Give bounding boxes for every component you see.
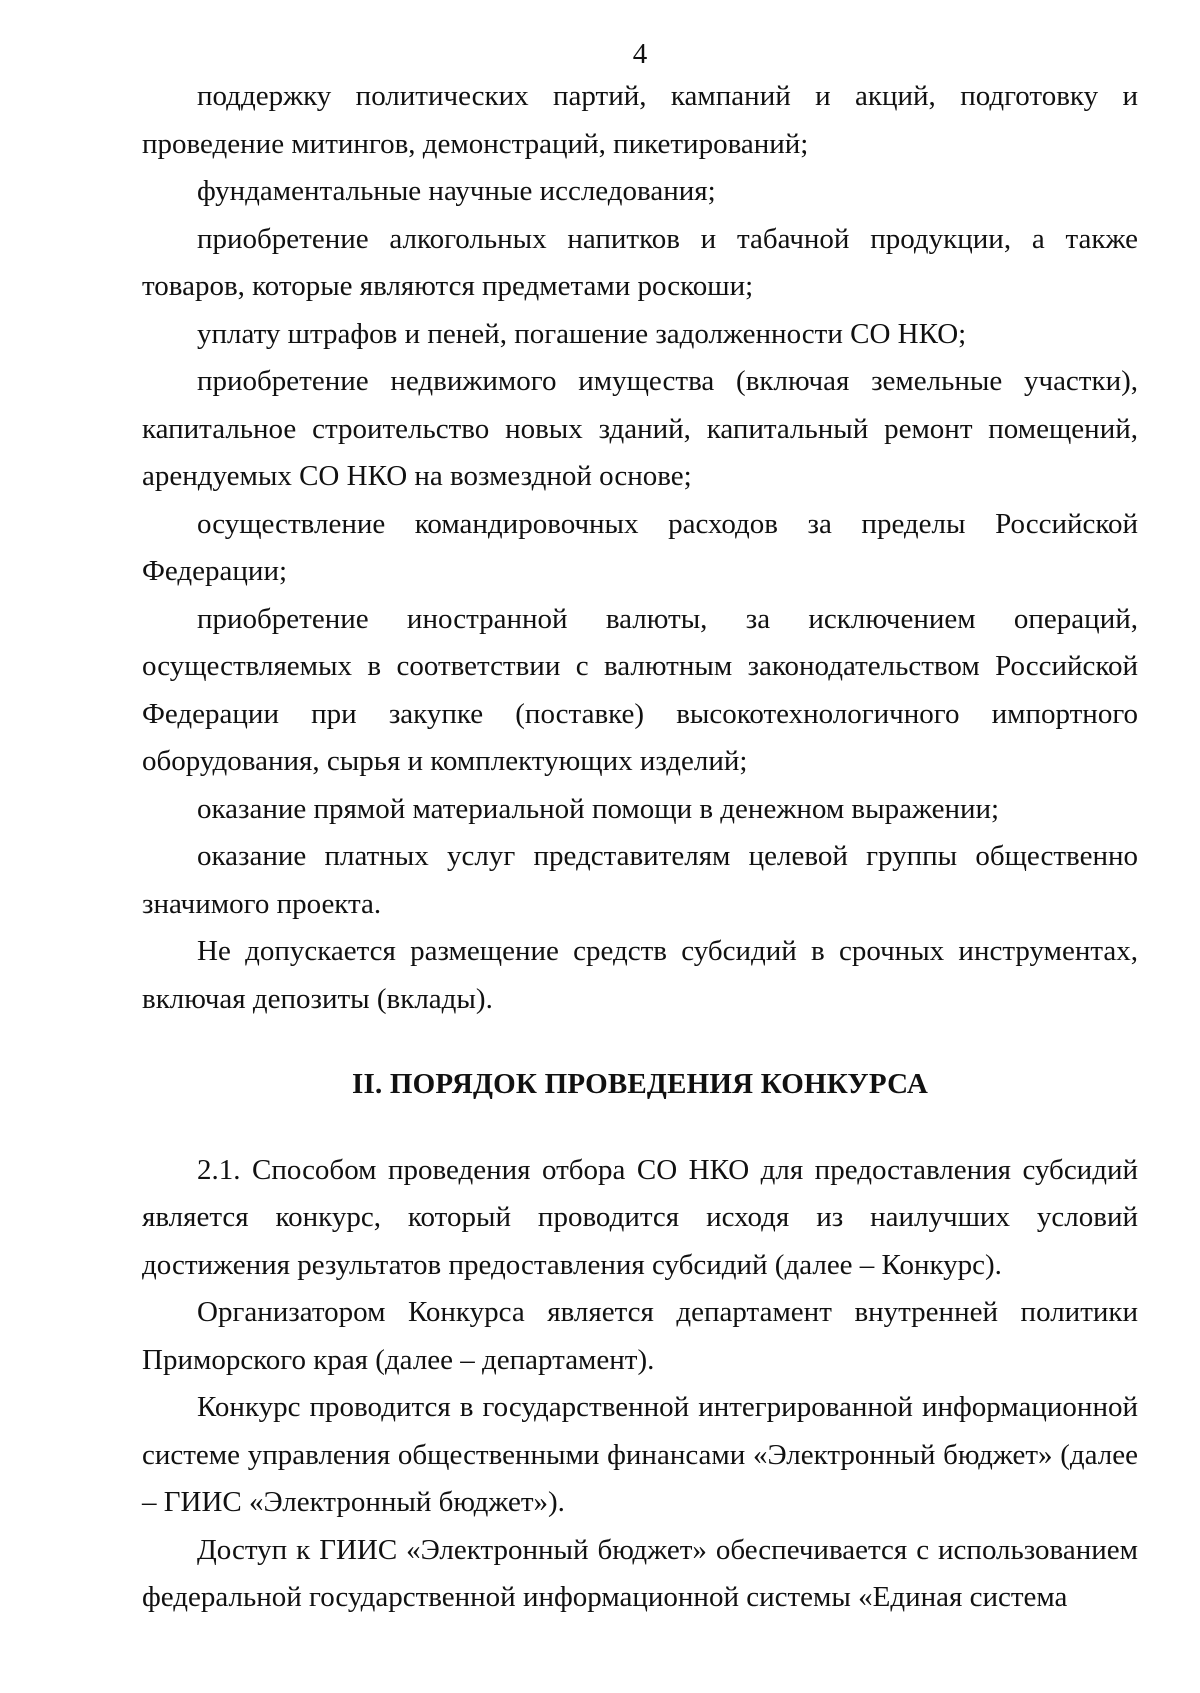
paragraph: 2.1. Способом проведения отбора СО НКО для предоставления субсидий является конкурс, который проводится исходя из наилучших условий достижения результатов предоставления субсидий (далее – Конкурс). xyxy=(142,1153,1138,1281)
paragraph: фундаментальные научные исследования; xyxy=(197,175,716,207)
paragraph: осуществление командировочных расходов за пределы Российской Федерации; xyxy=(142,507,1138,587)
paragraph: Не допускается размещение средств субсидий в срочных инструментах, включая депозиты (вклады). xyxy=(142,935,1138,1015)
document-page xyxy=(142,36,1138,1622)
paragraph: Доступ к ГИИС «Электронный бюджет» обеспечивается с использованием федеральной государственной информационной системы «Единая система xyxy=(142,1533,1138,1613)
paragraph: приобретение алкогольных напитков и табачной продукции, а также товаров, которые являются предметами роскоши; xyxy=(142,222,1138,302)
paragraph: приобретение недвижимого имущества (включая земельные участки), капитальное строительство новых зданий, капитальный ремонт помещений, арендуемых СО НКО на возмездной основе; xyxy=(142,365,1138,492)
paragraph: оказание прямой материальной помощи в денежном выражении; xyxy=(197,792,1000,825)
paragraph: поддержку политических партий, кампаний и акций, подготовку и проведение митингов, демонстраций, пикетирований; xyxy=(142,80,1138,160)
paragraph: Организатором Конкурса является департамент внутренней политики Приморского края (далее – департамент). xyxy=(142,1296,1138,1376)
page-number: 4 xyxy=(632,38,648,70)
paragraph: уплату штрафов и пеней, погашение задолженности СО НКО; xyxy=(197,317,967,350)
section-heading: II. ПОРЯДОК ПРОВЕДЕНИЯ КОНКУРСА xyxy=(352,1068,928,1100)
paragraph: оказание платных услуг представителям целевой группы общественно значимого проекта. xyxy=(142,840,1138,920)
paragraph: Конкурс проводится в государственной интегрированной информационной системе управления общественными финансами «Электронный бюджет» (далее – ГИИС «Электронный бюджет»). xyxy=(142,1391,1138,1518)
paragraph: приобретение иностранной валюты, за исключением операций, осуществляемых в соответствии с валютным законодательством Российской Федерации при закупке (поставке) высокотехнологичного импортного оборудования, сырья и комплектующих изделий; xyxy=(142,602,1138,777)
